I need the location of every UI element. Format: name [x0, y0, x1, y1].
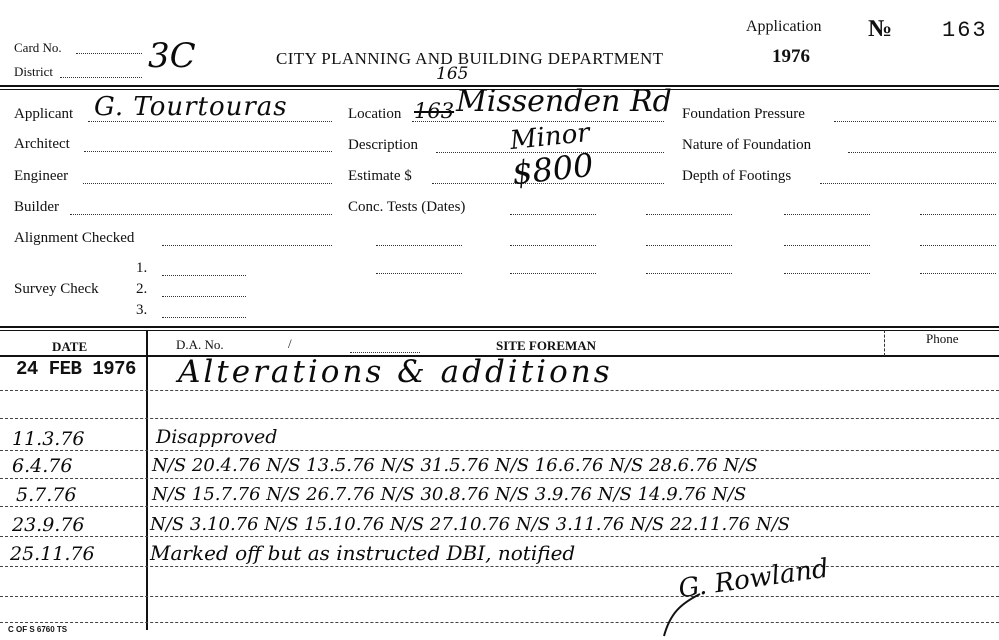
- row-line-7: [0, 566, 999, 567]
- builder-line: [70, 214, 332, 215]
- survey-line-1: [162, 275, 246, 276]
- da-no-line: [350, 352, 420, 353]
- application-year: 1976: [772, 46, 810, 67]
- conc-test-line-10: [376, 273, 462, 274]
- architect-line: [84, 151, 332, 152]
- survey-line-2: [162, 296, 246, 297]
- alignment-line: [162, 245, 332, 246]
- site-foreman-header: SITE FOREMAN: [496, 338, 597, 353]
- conc-test-line-12: [646, 273, 732, 274]
- builder-label: Builder: [14, 199, 59, 215]
- card-no-value: 3C: [148, 36, 196, 76]
- row-1-text: Alterations & additions: [178, 354, 613, 390]
- row-3-text: Disapproved: [156, 426, 278, 448]
- row-6-date: 23.9.76: [12, 514, 85, 536]
- phone-header: Phone: [926, 331, 959, 346]
- engineer-line: [83, 183, 332, 184]
- survey-item-1: 1.: [136, 260, 148, 276]
- card-no-label: Card No.: [14, 40, 62, 55]
- description-label: Description: [348, 137, 418, 153]
- estimate-value: $800: [510, 145, 596, 193]
- district-line: [60, 77, 142, 78]
- depth-footings-line: [820, 183, 996, 184]
- row-line-2: [0, 418, 999, 419]
- applicant-label: Applicant: [14, 106, 74, 122]
- date-column-divider: [146, 330, 148, 630]
- conc-tests-label: Conc. Tests (Dates): [348, 199, 466, 215]
- survey-check-label: Survey Check: [14, 281, 99, 297]
- table-rule-top-2: [0, 330, 999, 331]
- conc-test-line-3: [784, 214, 870, 215]
- row-line-1: [0, 390, 999, 391]
- signature: G. Rowland: [676, 553, 831, 605]
- row-4-text: N/S 20.4.76 N/S 13.5.76 N/S 31.5.76 N/S 16.6.76 N/S 28.6.76 N/S: [152, 455, 758, 476]
- row-line-4: [0, 478, 999, 479]
- nature-foundation-line: [848, 152, 996, 153]
- survey-item-2: 2.: [136, 281, 148, 297]
- row-line-6: [0, 536, 999, 537]
- card-no-line: [76, 53, 142, 54]
- applicant-value: G. Tourtouras: [94, 92, 288, 122]
- row-5-text: N/S 15.7.76 N/S 26.7.76 N/S 30.8.76 N/S 3.9.76 N/S 14.9.76 N/S: [152, 484, 747, 505]
- conc-test-line-4: [920, 214, 996, 215]
- location-label: Location: [348, 106, 402, 122]
- row-6-text: N/S 3.10.76 N/S 15.10.76 N/S 27.10.76 N/S 3.11.76 N/S 22.11.76 N/S: [150, 514, 790, 535]
- da-no-slash: /: [288, 336, 292, 351]
- conc-test-line-6: [510, 245, 596, 246]
- district-label: District: [14, 64, 53, 79]
- conc-test-line-2: [646, 214, 732, 215]
- conc-test-line-5: [376, 245, 462, 246]
- survey-line-3: [162, 317, 246, 318]
- conc-test-line-9: [920, 245, 996, 246]
- number-symbol: №: [868, 16, 893, 42]
- engineer-label: Engineer: [14, 168, 69, 184]
- estimate-label: Estimate $: [348, 168, 412, 184]
- conc-test-line-7: [646, 245, 732, 246]
- row-7-date: 25.11.76: [10, 543, 95, 565]
- date-header: DATE: [52, 339, 88, 354]
- location-number-note: 165: [436, 64, 469, 84]
- depth-footings-label: Depth of Footings: [682, 168, 792, 184]
- description-value: Minor: [508, 117, 592, 157]
- conc-test-line-13: [784, 273, 870, 274]
- da-no-header: D.A. No.: [176, 337, 224, 352]
- application-label: Application: [746, 18, 822, 35]
- row-line-8: [0, 596, 999, 597]
- nature-foundation-label: Nature of Foundation: [682, 137, 812, 153]
- application-number: 163: [942, 18, 988, 43]
- conc-test-line-11: [510, 273, 596, 274]
- department-title: CITY PLANNING AND BUILDING DEPARTMENT: [276, 49, 664, 68]
- row-line-3: [0, 450, 999, 451]
- row-line-5: [0, 506, 999, 507]
- architect-label: Architect: [14, 136, 70, 152]
- conc-test-line-14: [920, 273, 996, 274]
- row-1-date: 24 FEB 1976: [16, 358, 136, 380]
- table-rule-top: [0, 326, 999, 328]
- row-4-date: 6.4.76: [12, 455, 73, 477]
- print-code: C OF S 6760 TS: [8, 625, 68, 634]
- survey-item-3: 3.: [136, 302, 148, 318]
- row-line-9: [0, 622, 999, 623]
- location-value: Missenden Rd: [456, 84, 672, 119]
- phone-divider: [884, 330, 885, 356]
- foundation-pressure-line: [834, 121, 996, 122]
- conc-test-line-1: [510, 214, 596, 215]
- conc-test-line-8: [784, 245, 870, 246]
- alignment-label: Alignment Checked: [14, 230, 135, 246]
- signature-flourish: [640, 590, 710, 638]
- foundation-pressure-label: Foundation Pressure: [682, 106, 805, 122]
- location-struck-number: 163: [414, 99, 455, 123]
- row-3-date: 11.3.76: [12, 428, 85, 450]
- row-7-text: Marked off but as instructed DBI, notified: [150, 541, 576, 565]
- row-5-date: 5.7.76: [16, 484, 77, 506]
